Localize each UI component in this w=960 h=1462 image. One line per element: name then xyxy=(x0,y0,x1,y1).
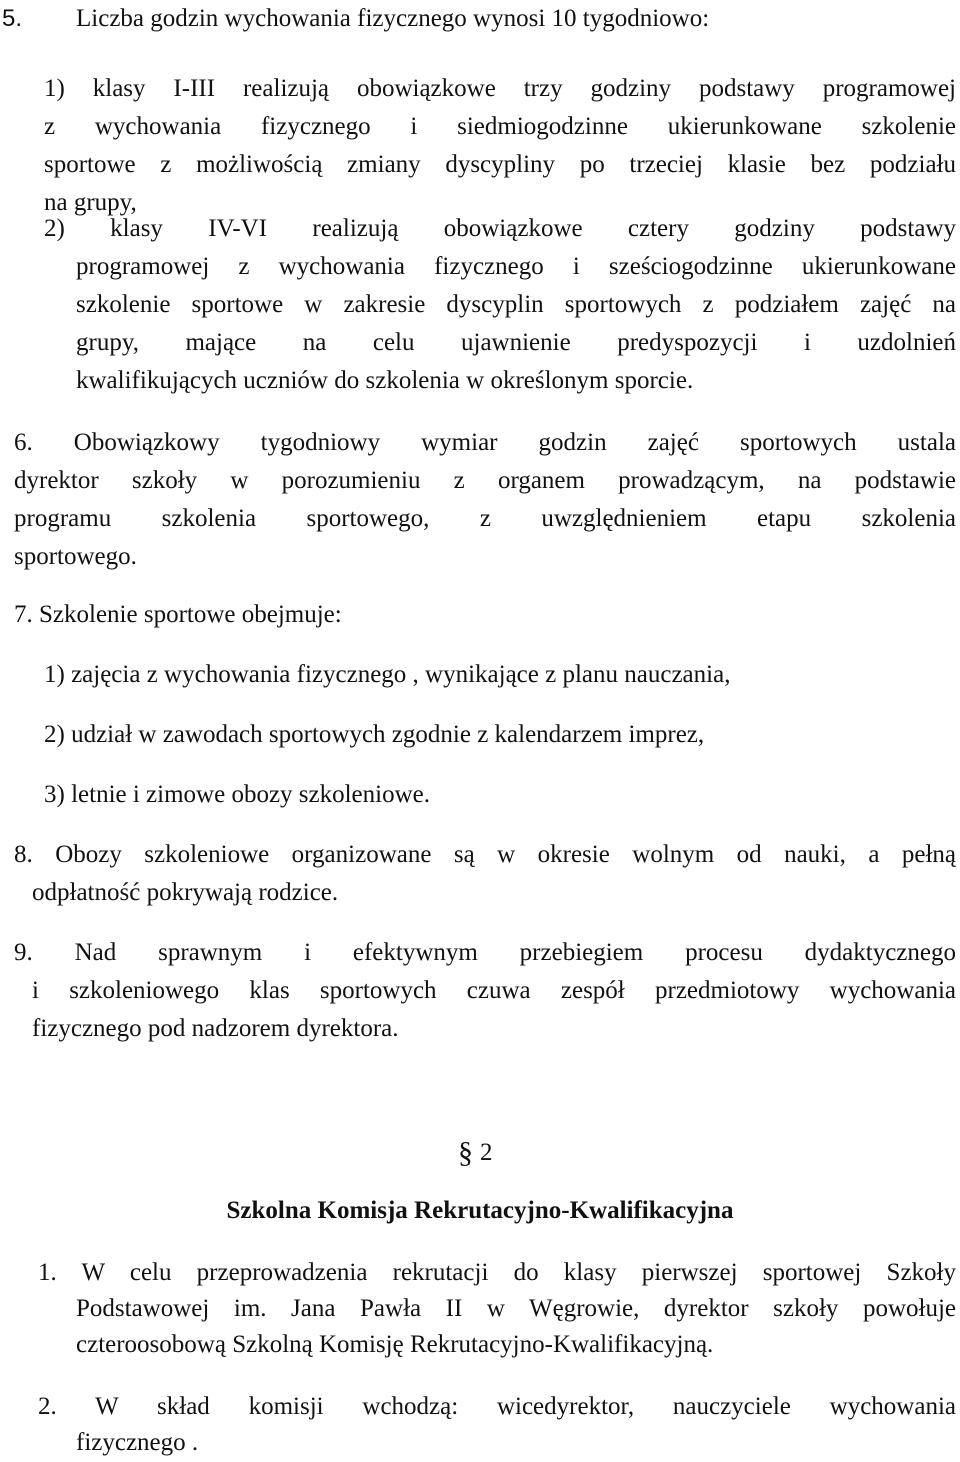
paragraph-sign-icon: § xyxy=(458,1136,473,1169)
sec6-line2: dyrektor szkoły w porozumieniu z organem prowadzącym, na podstawie xyxy=(14,467,956,494)
section-5-number: 5. xyxy=(2,5,23,32)
sec6-line3: programu szkolenia sportowego, z uwzględnieniem etapu szkolenia xyxy=(14,505,956,532)
para2-p1-line1: 1. W celu przeprowadzenia rekrutacji do klasy pierwszej sportowej Szkoły xyxy=(38,1259,956,1286)
sec8-line2: odpłatność pokrywają rodzice. xyxy=(32,879,339,906)
sec7-item3: 3) letnie i zimowe obozy szkoleniowe. xyxy=(44,781,430,808)
sec9-line1: 9. Nad sprawnym i efektywnym przebiegiem procesu dydaktycznego xyxy=(14,939,956,966)
sec5-item2-line4: grupy, mające na celu ujawnienie predyspozycji i uzdolnień xyxy=(76,329,956,356)
para2-p2-line1: 2. W skład komisji wchodzą: wicedyrektor, nauczyciele wychowania xyxy=(38,1393,956,1420)
sec5-item2-line1: 2) klasy IV-VI realizują obowiązkowe cztery godziny podstawy xyxy=(44,215,956,242)
sec5-item2-line2: programowej z wychowania fizycznego i sześciogodzinne ukierunkowane xyxy=(76,253,956,280)
sec7-title: 7. Szkolenie sportowe obejmuje: xyxy=(14,601,342,628)
sec8-line1: 8. Obozy szkoleniowe organizowane są w okresie wolnym od nauki, a pełną xyxy=(14,841,956,868)
sec5-item2-line5: kwalifikujących uczniów do szkolenia w określonym sporcie. xyxy=(76,367,694,394)
sec5-item2-line3: szkolenie sportowe w zakresie dyscyplin sportowych z podziałem zajęć na xyxy=(76,291,956,318)
para2-p1-line3: czteroosobową Szkolną Komisję Rekrutacyjno-Kwalifikacyjną. xyxy=(76,1331,714,1358)
sec5-item1-line3: sportowe z możliwością zmiany dyscypliny po trzeciej klasie bez podziału xyxy=(44,151,956,178)
paragraph-number: 2 xyxy=(480,1139,493,1166)
sec9-line2: i szkoleniowego klas sportowych czuwa zespół przedmiotowy wychowania xyxy=(32,977,956,1004)
section-5-title: Liczba godzin wychowania fizycznego wynosi 10 tygodniowo: xyxy=(76,5,710,32)
sec7-item2: 2) udział w zawodach sportowych zgodnie z kalendarzem imprez, xyxy=(44,721,705,748)
sec6-line4: sportowego. xyxy=(14,543,137,570)
sec9-line3: fizycznego pod nadzorem dyrektora. xyxy=(32,1015,399,1042)
sec5-item1-line4: na grupy, xyxy=(44,189,137,216)
para2-p2-line2: fizycznego . xyxy=(76,1429,199,1456)
sec5-item1-line1: 1) klasy I-III realizują obowiązkowe trzy godziny podstawy programowej xyxy=(44,75,956,102)
para2-p1-line2: Podstawowej im. Jana Pawła II w Węgrowie, dyrektor szkoły powołuje xyxy=(76,1295,956,1322)
sec7-item1: 1) zajęcia z wychowania fizycznego , wynikające z planu nauczania, xyxy=(44,661,731,688)
section-heading: Szkolna Komisja Rekrutacyjno-Kwalifikacyjna xyxy=(226,1197,734,1224)
sec5-item1-line2: z wychowania fizycznego i siedmiogodzinne ukierunkowane szkolenie xyxy=(44,113,956,140)
sec6-line1: 6. Obowiązkowy tygodniowy wymiar godzin zajęć sportowych ustala xyxy=(14,429,956,456)
